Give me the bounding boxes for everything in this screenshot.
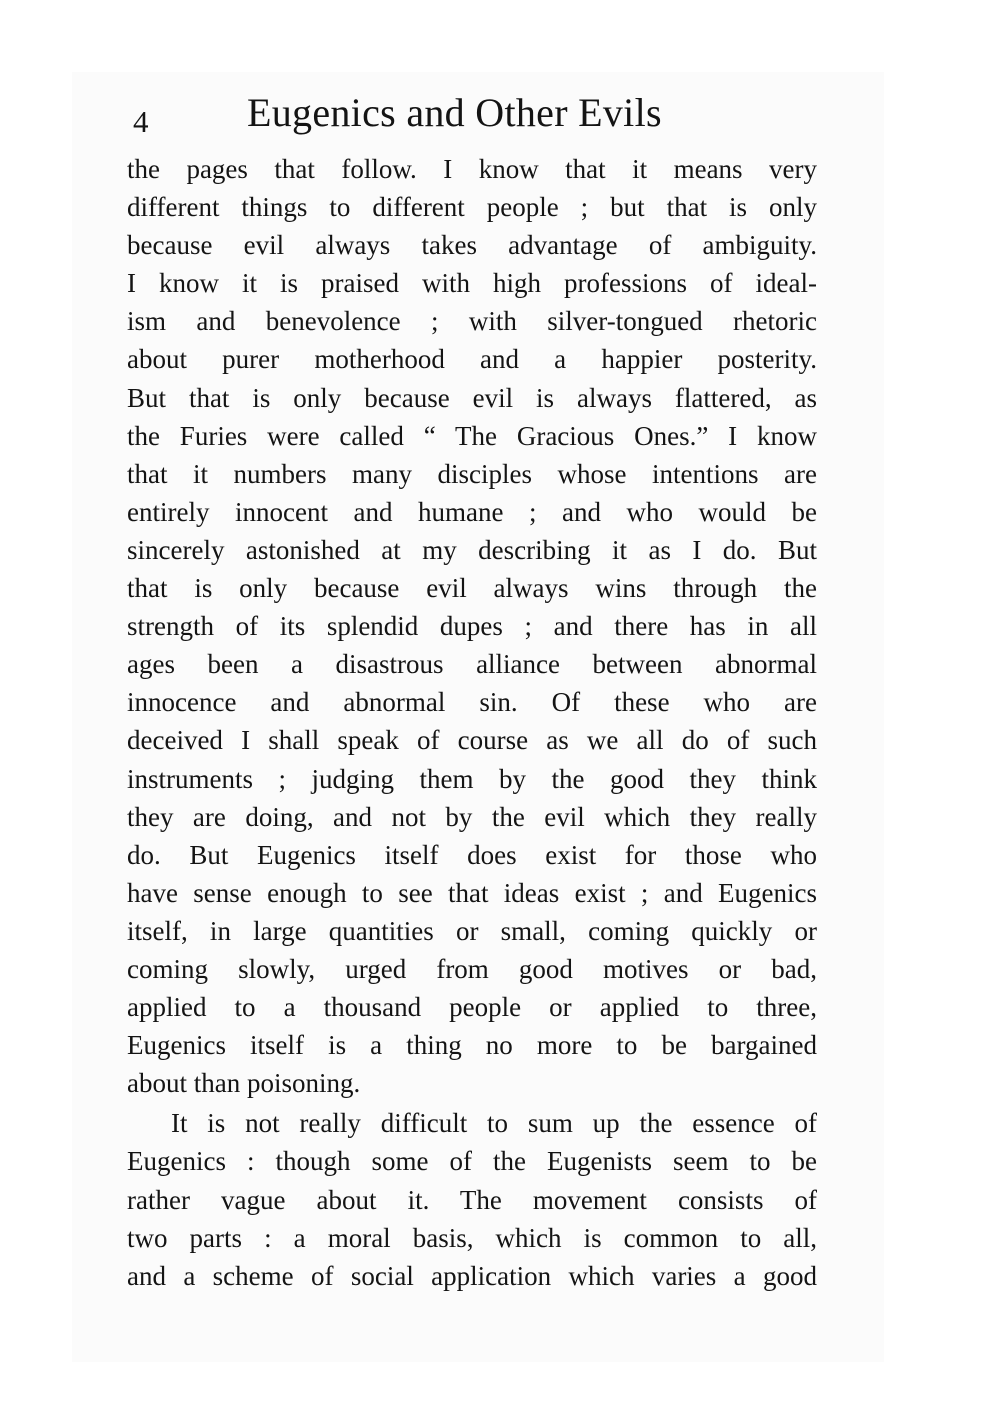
page-number: 4 bbox=[133, 104, 149, 139]
text-line: applied to a thousand people or applied to three, bbox=[127, 992, 817, 1023]
text-line: they are doing, and not by the evil which they really bbox=[127, 801, 817, 832]
text-line: ages been a disastrous alliance between abnormal bbox=[127, 649, 817, 680]
text-line: different things to different people ; but that is only bbox=[127, 192, 817, 223]
text-line: the Furies were called “ The Gracious Ones.” I know bbox=[127, 420, 817, 451]
text-line: ism and benevolence ; with silver-tongued rhetoric bbox=[127, 306, 817, 337]
text-line: that is only because evil always wins through the bbox=[127, 573, 817, 604]
page-header bbox=[127, 88, 817, 138]
text-line: I know it is praised with high professions of ideal- bbox=[127, 268, 817, 299]
text-line: entirely innocent and humane ; and who would be bbox=[127, 496, 817, 527]
paragraph bbox=[127, 150, 817, 1102]
text-line: instruments ; judging them by the good they think bbox=[127, 763, 817, 794]
paragraph bbox=[127, 1104, 817, 1294]
text-line: Eugenics itself is a thing no more to be bargained bbox=[127, 1030, 817, 1061]
text-line: deceived I shall speak of course as we all do of such bbox=[127, 725, 817, 756]
text-line: But that is only because evil is always flattered, as bbox=[127, 382, 817, 413]
text-line: the pages that follow. I know that it means very bbox=[127, 154, 817, 184]
body-text bbox=[127, 150, 817, 1295]
running-title: Eugenics and Other Evils bbox=[247, 90, 662, 135]
text-line: because evil always takes advantage of ambiguity. bbox=[127, 230, 817, 261]
text-line: two parts : a moral basis, which is common to all, bbox=[127, 1222, 817, 1253]
text-line: innocence and abnormal sin. Of these who are bbox=[127, 687, 817, 718]
text-line: coming slowly, urged from good motives or bad, bbox=[127, 953, 817, 984]
text-line: about purer motherhood and a happier posterity. bbox=[127, 344, 817, 375]
text-line: and a scheme of social application which varies a good bbox=[127, 1260, 817, 1291]
text-line: itself, in large quantities or small, coming quickly or bbox=[127, 915, 817, 946]
text-line: about than poisoning. bbox=[127, 1068, 361, 1099]
text-line: do. But Eugenics itself does exist for those who bbox=[127, 839, 817, 870]
text-line: It is not really difficult to sum up the essence of bbox=[171, 1108, 817, 1139]
text-line: sincerely astonished at my describing it as I do. But bbox=[127, 534, 817, 565]
text-line: rather vague about it. The movement consists of bbox=[127, 1184, 817, 1215]
text-line: strength of its splendid dupes ; and there has in all bbox=[127, 611, 817, 642]
text-line: that it numbers many disciples whose intentions are bbox=[127, 458, 817, 489]
text-line: have sense enough to see that ideas exist ; and Eugenics bbox=[127, 877, 817, 908]
text-line: Eugenics : though some of the Eugenists seem to be bbox=[127, 1146, 817, 1177]
